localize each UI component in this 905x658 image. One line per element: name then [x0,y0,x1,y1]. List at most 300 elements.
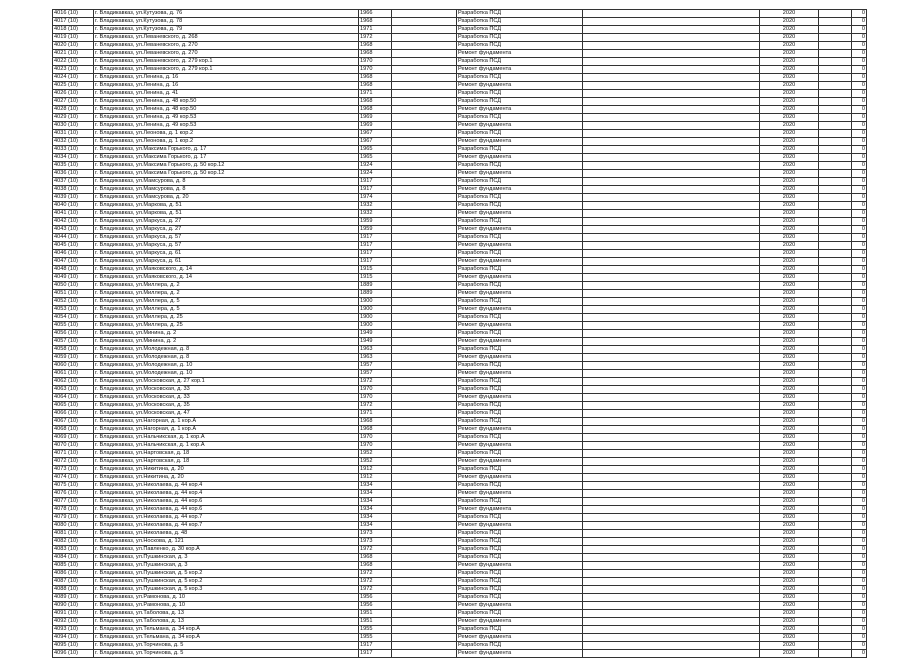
cell-empty [819,298,852,306]
table-row [53,370,867,378]
cell-plan-year: 2020 [760,378,819,386]
table-row [53,626,867,634]
cell-work-type: Ремонт фундамента [457,226,583,234]
cell-amount: 0 [852,482,867,490]
cell-build-year: 1971 [359,90,392,98]
cell-plan-year: 2020 [760,362,819,370]
cell-empty [819,610,852,618]
cell-empty [392,482,457,490]
table-row [53,170,867,178]
cell-record-id: 4017 (10) [53,18,94,26]
cell-empty [583,442,760,450]
cell-empty [392,354,457,362]
cell-work-type: Разработка ПСД [457,266,583,274]
cell-empty [819,146,852,154]
cell-amount: 0 [852,226,867,234]
cell-plan-year: 2020 [760,610,819,618]
cell-build-year: 1952 [359,458,392,466]
cell-empty [392,258,457,266]
cell-address: г. Владикавказ, ул.Минина, д. 2 [94,330,359,338]
cell-record-id: 4028 (10) [53,106,94,114]
cell-empty [583,618,760,626]
table-row [53,338,867,346]
cell-empty [583,330,760,338]
cell-empty [392,178,457,186]
cell-work-type: Разработка ПСД [457,402,583,410]
cell-plan-year: 2020 [760,642,819,650]
cell-empty [583,594,760,602]
cell-record-id: 4036 (10) [53,170,94,178]
cell-amount: 0 [852,26,867,34]
cell-amount: 0 [852,522,867,530]
cell-empty [392,370,457,378]
cell-empty [583,306,760,314]
cell-amount: 0 [852,106,867,114]
cell-address: г. Владикавказ, ул.Маркуса, д. 27 [94,226,359,234]
cell-empty [819,234,852,242]
cell-amount: 0 [852,130,867,138]
cell-build-year: 1963 [359,346,392,354]
cell-build-year: 1970 [359,66,392,74]
cell-empty [583,570,760,578]
cell-empty [819,594,852,602]
cell-record-id: 4078 (10) [53,506,94,514]
cell-build-year: 1957 [359,370,392,378]
cell-plan-year: 2020 [760,402,819,410]
table-row [53,402,867,410]
cell-build-year: 1965 [359,146,392,154]
cell-empty [392,162,457,170]
cell-work-type: Разработка ПСД [457,594,583,602]
cell-build-year: 1949 [359,338,392,346]
cell-address: г. Владикавказ, ул.Леонова, д. 1 кор.2 [94,138,359,146]
cell-address: г. Владикавказ, ул.Нартовская, д. 18 [94,458,359,466]
cell-work-type: Разработка ПСД [457,578,583,586]
cell-plan-year: 2020 [760,418,819,426]
table-row [53,26,867,34]
cell-amount: 0 [852,290,867,298]
table-row [53,586,867,594]
cell-empty [583,650,760,658]
cell-work-type: Ремонт фундамента [457,122,583,130]
cell-record-id: 4025 (10) [53,82,94,90]
cell-empty [819,626,852,634]
cell-build-year: 1968 [359,98,392,106]
cell-empty [819,210,852,218]
cell-address: г. Владикавказ, ул.Молодежная, д. 8 [94,346,359,354]
cell-build-year: 1889 [359,290,392,298]
cell-plan-year: 2020 [760,522,819,530]
cell-plan-year: 2020 [760,50,819,58]
cell-empty [583,626,760,634]
cell-empty [583,314,760,322]
table-row [53,578,867,586]
cell-plan-year: 2020 [760,546,819,554]
cell-work-type: Разработка ПСД [457,74,583,82]
cell-work-type: Ремонт фундамента [457,394,583,402]
cell-plan-year: 2020 [760,66,819,74]
cell-build-year: 1970 [359,58,392,66]
cell-empty [392,634,457,642]
cell-work-type: Ремонт фундамента [457,442,583,450]
cell-amount: 0 [852,34,867,42]
cell-empty [583,282,760,290]
cell-build-year: 1973 [359,538,392,546]
table-row [53,522,867,530]
cell-record-id: 4080 (10) [53,522,94,530]
cell-plan-year: 2020 [760,274,819,282]
cell-amount: 0 [852,578,867,586]
cell-plan-year: 2020 [760,586,819,594]
cell-build-year: 1932 [359,202,392,210]
cell-work-type: Разработка ПСД [457,626,583,634]
cell-plan-year: 2020 [760,506,819,514]
cell-amount: 0 [852,426,867,434]
cell-amount: 0 [852,274,867,282]
cell-empty [392,130,457,138]
cell-work-type: Разработка ПСД [457,250,583,258]
cell-empty [819,538,852,546]
table-row [53,210,867,218]
cell-record-id: 4085 (10) [53,562,94,570]
cell-empty [392,338,457,346]
cell-record-id: 4068 (10) [53,426,94,434]
cell-build-year: 1972 [359,546,392,554]
cell-empty [583,586,760,594]
table-row [53,498,867,506]
cell-plan-year: 2020 [760,562,819,570]
cell-empty [392,242,457,250]
table-row [53,538,867,546]
cell-empty [583,170,760,178]
cell-address: г. Владикавказ, ул.Пушкинская, д. 5 кор.3 [94,586,359,594]
table-row [53,106,867,114]
cell-plan-year: 2020 [760,282,819,290]
cell-build-year: 1972 [359,586,392,594]
cell-empty [819,74,852,82]
cell-empty [819,90,852,98]
cell-build-year: 1959 [359,226,392,234]
cell-amount: 0 [852,634,867,642]
cell-empty [583,522,760,530]
cell-empty [583,426,760,434]
cell-work-type: Разработка ПСД [457,42,583,50]
cell-work-type: Ремонт фундамента [457,82,583,90]
cell-build-year: 1972 [359,378,392,386]
cell-amount: 0 [852,626,867,634]
cell-address: г. Владикавказ, ул.Павленко, д. 30 кор.А [94,546,359,554]
cell-empty [583,402,760,410]
cell-amount: 0 [852,602,867,610]
cell-build-year: 1968 [359,554,392,562]
cell-empty [819,362,852,370]
cell-address: г. Владикавказ, ул.Пушкинская, д. 5 кор.2 [94,578,359,586]
cell-address: г. Владикавказ, ул.Мамсурова, д. 8 [94,186,359,194]
cell-empty [583,346,760,354]
cell-empty [819,178,852,186]
cell-empty [819,386,852,394]
cell-amount: 0 [852,618,867,626]
cell-empty [583,122,760,130]
cell-empty [583,394,760,402]
cell-amount: 0 [852,58,867,66]
cell-address: г. Владикавказ, ул.Кутузова, д. 78 [94,18,359,26]
cell-empty [392,330,457,338]
cell-amount: 0 [852,114,867,122]
cell-address: г. Владикавказ, ул.Николаева, д. 44 кор.7 [94,514,359,522]
cell-build-year: 1915 [359,274,392,282]
cell-empty [819,114,852,122]
cell-amount: 0 [852,146,867,154]
cell-address: г. Владикавказ, ул.Маркуса, д. 61 [94,258,359,266]
cell-empty [583,34,760,42]
cell-empty [392,530,457,538]
cell-plan-year: 2020 [760,330,819,338]
cell-amount: 0 [852,138,867,146]
cell-plan-year: 2020 [760,626,819,634]
cell-amount: 0 [852,386,867,394]
cell-empty [392,346,457,354]
cell-build-year: 1934 [359,490,392,498]
cell-record-id: 4066 (10) [53,410,94,418]
cell-work-type: Разработка ПСД [457,386,583,394]
cell-empty [583,458,760,466]
cell-record-id: 4024 (10) [53,74,94,82]
cell-amount: 0 [852,74,867,82]
cell-address: г. Владикавказ, ул.Маркуса, д. 27 [94,218,359,226]
cell-empty [583,498,760,506]
cell-empty [819,226,852,234]
cell-empty [392,410,457,418]
cell-empty [392,66,457,74]
cell-work-type: Ремонт фундамента [457,506,583,514]
cell-work-type: Ремонт фундамента [457,602,583,610]
cell-build-year: 1968 [359,74,392,82]
cell-address: г. Владикавказ, ул.Николаева, д. 48 [94,530,359,538]
cell-record-id: 4096 (10) [53,650,94,658]
cell-empty [392,50,457,58]
cell-address: г. Владикавказ, ул.Тельмана, д. 34 кор.А [94,626,359,634]
cell-address: г. Владикавказ, ул.Пушкинская, д. 5 кор.2 [94,570,359,578]
cell-empty [583,410,760,418]
cell-address: г. Владикавказ, ул.Носкова, д. 121 [94,538,359,546]
cell-address: г. Владикавказ, ул.Московская, д. 33 [94,394,359,402]
cell-empty [819,642,852,650]
cell-address: г. Владикавказ, ул.Миллера, д. 2 [94,290,359,298]
cell-empty [819,562,852,570]
cell-empty [819,546,852,554]
cell-empty [392,186,457,194]
cell-empty [819,506,852,514]
cell-record-id: 4072 (10) [53,458,94,466]
cell-empty [392,386,457,394]
cell-empty [392,154,457,162]
cell-empty [583,90,760,98]
table-row [53,570,867,578]
cell-address: г. Владикавказ, ул.Пушкинская, д. 3 [94,562,359,570]
cell-empty [583,186,760,194]
cell-record-id: 4049 (10) [53,274,94,282]
cell-plan-year: 2020 [760,258,819,266]
cell-empty [819,10,852,18]
cell-work-type: Ремонт фундамента [457,186,583,194]
cell-plan-year: 2020 [760,210,819,218]
cell-amount: 0 [852,346,867,354]
cell-plan-year: 2020 [760,338,819,346]
cell-plan-year: 2020 [760,354,819,362]
cell-plan-year: 2020 [760,442,819,450]
cell-build-year: 1924 [359,170,392,178]
cell-empty [583,274,760,282]
table-row [53,162,867,170]
cell-plan-year: 2020 [760,178,819,186]
cell-work-type: Разработка ПСД [457,98,583,106]
cell-empty [819,634,852,642]
table-row [53,514,867,522]
cell-empty [583,162,760,170]
cell-plan-year: 2020 [760,170,819,178]
cell-work-type: Ремонт фундамента [457,274,583,282]
cell-address: г. Владикавказ, ул.Миллера, д. 5 [94,298,359,306]
cell-empty [819,218,852,226]
cell-work-type: Разработка ПСД [457,418,583,426]
cell-build-year: 1968 [359,18,392,26]
cell-amount: 0 [852,610,867,618]
cell-work-type: Разработка ПСД [457,194,583,202]
cell-build-year: 1971 [359,410,392,418]
cell-build-year: 1967 [359,138,392,146]
cell-empty [392,490,457,498]
cell-empty [392,290,457,298]
cell-plan-year: 2020 [760,322,819,330]
cell-record-id: 4037 (10) [53,178,94,186]
cell-work-type: Разработка ПСД [457,90,583,98]
cell-plan-year: 2020 [760,218,819,226]
cell-record-id: 4051 (10) [53,290,94,298]
cell-build-year: 1974 [359,194,392,202]
cell-empty [392,434,457,442]
table-row [53,450,867,458]
table-row [53,458,867,466]
cell-amount: 0 [852,82,867,90]
cell-work-type: Разработка ПСД [457,162,583,170]
cell-address: г. Владикавказ, ул.Леваневского, д. 270 [94,42,359,50]
cell-work-type: Разработка ПСД [457,234,583,242]
cell-empty [819,34,852,42]
cell-amount: 0 [852,642,867,650]
table-row [53,314,867,322]
cell-empty [819,82,852,90]
cell-work-type: Разработка ПСД [457,282,583,290]
cell-empty [819,618,852,626]
table-row [53,10,867,18]
cell-plan-year: 2020 [760,634,819,642]
cell-empty [819,258,852,266]
cell-amount: 0 [852,362,867,370]
cell-amount: 0 [852,538,867,546]
cell-amount: 0 [852,258,867,266]
cell-amount: 0 [852,234,867,242]
cell-empty [819,66,852,74]
table-row [53,194,867,202]
table-row [53,82,867,90]
cell-build-year: 1955 [359,626,392,634]
table-row [53,98,867,106]
cell-empty [819,490,852,498]
cell-amount: 0 [852,162,867,170]
cell-empty [392,122,457,130]
cell-build-year: 1968 [359,418,392,426]
cell-address: г. Владикавказ, ул.Николаева, д. 44 кор.4 [94,490,359,498]
cell-empty [392,234,457,242]
cell-empty [392,546,457,554]
cell-empty [819,274,852,282]
cell-empty [819,18,852,26]
cell-work-type: Разработка ПСД [457,178,583,186]
cell-address: г. Владикавказ, ул.Леваневского, д. 279 кор.1 [94,66,359,74]
cell-empty [392,506,457,514]
cell-record-id: 4071 (10) [53,450,94,458]
cell-empty [392,458,457,466]
cell-amount: 0 [852,250,867,258]
cell-address: г. Владикавказ, ул.Нагорная, д. 1 кор.А [94,426,359,434]
cell-build-year: 1970 [359,394,392,402]
cell-build-year: 1932 [359,210,392,218]
table-row [53,90,867,98]
cell-empty [392,58,457,66]
table-row [53,562,867,570]
cell-empty [392,514,457,522]
cell-address: г. Владикавказ, ул.Маркуса, д. 61 [94,250,359,258]
cell-empty [583,106,760,114]
cell-empty [392,250,457,258]
cell-plan-year: 2020 [760,498,819,506]
cell-empty [583,202,760,210]
cell-work-type: Разработка ПСД [457,610,583,618]
cell-address: г. Владикавказ, ул.Ленина, д. 16 [94,82,359,90]
cell-address: г. Владикавказ, ул.Миллера, д. 5 [94,306,359,314]
cell-work-type: Разработка ПСД [457,26,583,34]
cell-plan-year: 2020 [760,314,819,322]
cell-record-id: 4041 (10) [53,210,94,218]
cell-build-year: 1915 [359,266,392,274]
cell-empty [819,314,852,322]
cell-build-year: 1957 [359,362,392,370]
cell-record-id: 4019 (10) [53,34,94,42]
cell-empty [392,554,457,562]
cell-empty [819,378,852,386]
cell-work-type: Ремонт фундамента [457,210,583,218]
cell-address: г. Владикавказ, ул.Таболова, д. 13 [94,610,359,618]
cell-address: г. Владикавказ, ул.Миллера, д. 25 [94,322,359,330]
cell-record-id: 4018 (10) [53,26,94,34]
cell-record-id: 4038 (10) [53,186,94,194]
cell-empty [392,498,457,506]
cell-plan-year: 2020 [760,106,819,114]
table-row [53,378,867,386]
cell-address: г. Владикавказ, ул.Мамсурова, д. 8 [94,178,359,186]
cell-address: г. Владикавказ, ул.Максима Горького, д. 50 кор.12 [94,170,359,178]
cell-plan-year: 2020 [760,538,819,546]
cell-plan-year: 2020 [760,162,819,170]
cell-empty [819,434,852,442]
cell-empty [583,26,760,34]
table-row [53,418,867,426]
cell-amount: 0 [852,42,867,50]
cell-address: г. Владикавказ, ул.Нартовская, д. 18 [94,450,359,458]
cell-record-id: 4069 (10) [53,434,94,442]
table-row [53,122,867,130]
